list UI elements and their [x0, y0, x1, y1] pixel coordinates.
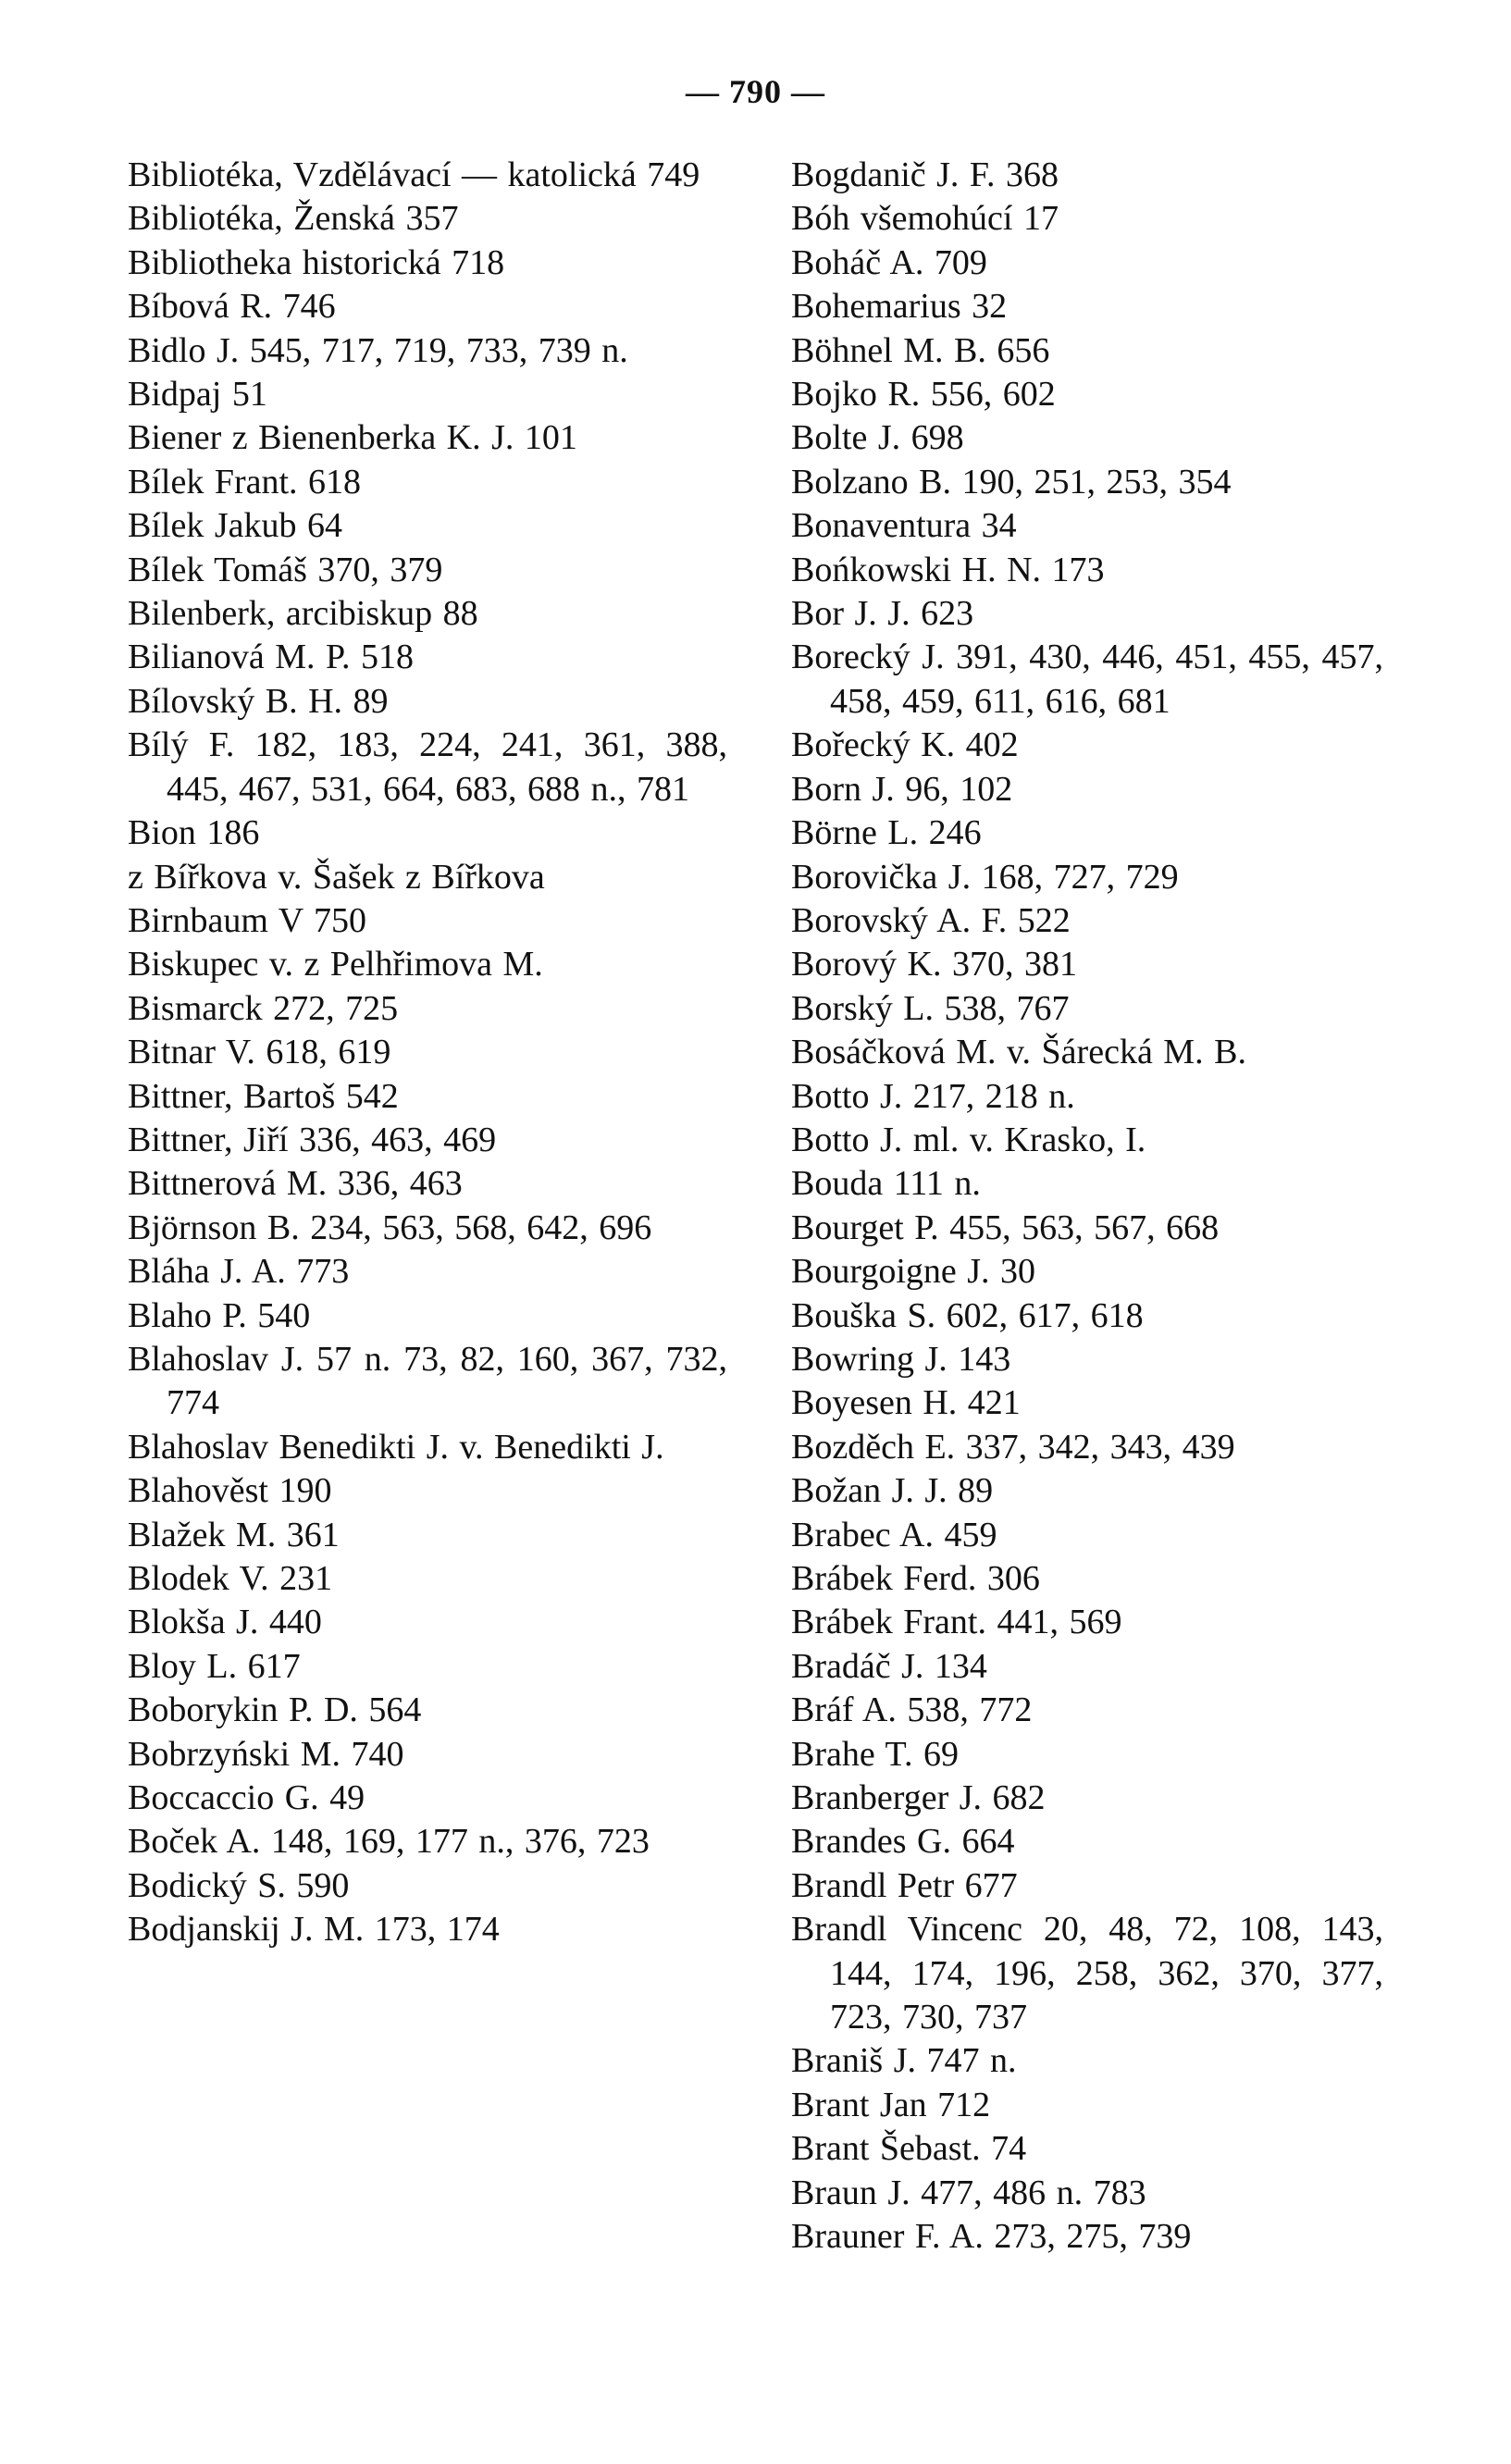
- page-number: — 790 —: [686, 73, 825, 110]
- index-entry: Blodek V. 231: [128, 1559, 333, 1598]
- index-entry: Bradáč J. 134: [791, 1646, 987, 1686]
- index-entry: Bloy L. 617: [128, 1646, 301, 1686]
- index-entry: Bitnar V. 618, 619: [128, 1033, 391, 1072]
- index-entry: Blahoslav Benedikti J. v. Benedikti J.: [128, 1427, 664, 1467]
- index-entry: Borový K. 370, 381: [791, 945, 1077, 984]
- index-entry: Bílek Jakub 64: [128, 506, 342, 546]
- index-entry: Bílovský B. H. 89: [128, 681, 389, 721]
- index-entry: Bohemarius 32: [791, 287, 1008, 327]
- index-entry: Brandes G. 664: [791, 1822, 1015, 1862]
- index-entry: Blahoslav J. 57 n. 73, 82, 160, 367, 732, 774: [128, 1339, 727, 1423]
- index-entry: Blahověst 190: [128, 1471, 332, 1511]
- index-entry: Blokša J. 440: [128, 1603, 322, 1642]
- index-entry: Björnson B. 234, 563, 568, 642, 696: [128, 1207, 652, 1247]
- index-entry: Bidpaj 51: [128, 375, 267, 415]
- index-entry: Brauner F. A. 273, 275, 739: [791, 2217, 1192, 2257]
- index-entry: Brábek Ferd. 306: [791, 1559, 1040, 1598]
- index-entry: Borovička J. 168, 727, 729: [791, 857, 1179, 897]
- index-entry: Bowring J. 143: [791, 1339, 1011, 1379]
- index-entry: Bodický S. 590: [128, 1865, 350, 1905]
- index-entry: Biskupec v. z Pelhřimova M.: [128, 945, 543, 984]
- index-entry: Brandl Petr 677: [791, 1865, 1018, 1905]
- index-entry: Boccaccio G. 49: [128, 1778, 365, 1818]
- index-entry: Bibliotéka, Ženská 357: [128, 199, 459, 239]
- index-entry: Bourgoigne J. 30: [791, 1252, 1036, 1292]
- index-entry: Borský L. 538, 767: [791, 988, 1070, 1028]
- index-entry: Born J. 96, 102: [791, 769, 1013, 809]
- index-entry: Braun J. 477, 486 n. 783: [791, 2173, 1146, 2212]
- index-entry: Bor J. J. 623: [791, 594, 974, 634]
- index-entry: Birnbaum V 750: [128, 900, 367, 940]
- index-entry: Blažek M. 361: [128, 1515, 340, 1554]
- index-entry: Brant Jan 712: [791, 2085, 991, 2124]
- index-entry: Bozděch E. 337, 342, 343, 439: [791, 1427, 1235, 1467]
- index-entry: Bibliotheka historická 718: [128, 242, 505, 282]
- index-entry: Bittner, Jiří 336, 463, 469: [128, 1120, 497, 1159]
- index-entry: Boček A. 148, 169, 177 n., 376, 723: [128, 1822, 650, 1862]
- index-entry: Bobrzyński M. 740: [128, 1734, 404, 1774]
- index-entry: Bláha J. A. 773: [128, 1252, 350, 1292]
- index-entry: Bílý F. 182, 183, 224, 241, 361, 388, 445, 467, 531, 664, 683, 688 n., 781: [128, 725, 727, 809]
- index-entry: Botto J. 217, 218 n.: [791, 1076, 1075, 1116]
- index-entry: Brabec A. 459: [791, 1515, 997, 1554]
- index-entry: Bogdanič J. F. 368: [791, 155, 1059, 194]
- index-entry: Bion 186: [128, 813, 260, 853]
- index-entry: Bouška S. 602, 617, 618: [791, 1295, 1144, 1335]
- index-entry: Bidlo J. 545, 717, 719, 733, 739 n.: [128, 330, 628, 370]
- index-entry: Blaho P. 540: [128, 1295, 311, 1335]
- index-entry: Bráf A. 538, 772: [791, 1690, 1033, 1730]
- index-entry: Börne L. 246: [791, 813, 982, 853]
- index-entry: Böhnel M. B. 656: [791, 330, 1050, 370]
- index-entry: Bílek Frant. 618: [128, 462, 362, 501]
- index-entry: Bismarck 272, 725: [128, 988, 399, 1028]
- index-entry: Bóh všemohúcí 17: [791, 199, 1059, 239]
- index-entry: Boháč A. 709: [791, 242, 987, 282]
- index-entry: Borovský A. F. 522: [791, 900, 1071, 940]
- index-column-right: [791, 154, 1383, 2260]
- index-entry: z Bířkova v. Šašek z Bířkova: [128, 857, 545, 897]
- index-entry: Braniš J. 747 n.: [791, 2041, 1017, 2081]
- index-entry: Bourget P. 455, 563, 567, 668: [791, 1207, 1220, 1247]
- index-entry: Borecký J. 391, 430, 446, 451, 455, 457, 458, 459, 611, 616, 681: [791, 638, 1383, 721]
- index-entry: Brábek Frant. 441, 569: [791, 1603, 1122, 1642]
- index-entry: Bilenberk, arcibiskup 88: [128, 594, 478, 634]
- index-entry: Bojko R. 556, 602: [791, 375, 1056, 415]
- index-entry: Bibliotéka, Vzdělávací — katolická 749: [128, 155, 700, 194]
- index-entry: Brandl Vincenc 20, 48, 72, 108, 143, 144, 174, 196, 258, 362, 370, 377, 723, 730, 737: [791, 1910, 1383, 2037]
- index-entry: Boborykin P. D. 564: [128, 1690, 422, 1730]
- index-entry: Brahe T. 69: [791, 1734, 959, 1774]
- index-entry: Božan J. J. 89: [791, 1471, 994, 1511]
- index-entry: Bońkowski H. N. 173: [791, 550, 1105, 589]
- index-entry: Bodjanskij J. M. 173, 174: [128, 1910, 500, 1950]
- index-entry: Brant Šebast. 74: [791, 2129, 1027, 2169]
- index-entry: Botto J. ml. v. Krasko, I.: [791, 1120, 1146, 1159]
- index-column-left: [128, 154, 727, 1952]
- index-entry: Bonaventura 34: [791, 506, 1017, 546]
- index-entry: Bořecký K. 402: [791, 725, 1019, 765]
- index-entry: Bilianová M. P. 518: [128, 638, 414, 677]
- index-entry: Bittner, Bartoš 542: [128, 1076, 399, 1116]
- index-entry: Bouda 111 n.: [791, 1164, 981, 1204]
- index-entry: Bittnerová M. 336, 463: [128, 1164, 463, 1204]
- index-entry: Biener z Bienenberka K. J. 101: [128, 418, 577, 458]
- index-entry: Bílek Tomáš 370, 379: [128, 550, 443, 589]
- index-entry: Boyesen H. 421: [791, 1383, 1021, 1423]
- index-entry: Bosáčková M. v. Šárecká M. B.: [791, 1033, 1246, 1072]
- index-entry: Bíbová R. 746: [128, 287, 336, 327]
- index-entry: Bolzano B. 190, 251, 253, 354: [791, 462, 1232, 501]
- index-entry: Bolte J. 698: [791, 418, 964, 458]
- index-entry: Branberger J. 682: [791, 1778, 1046, 1818]
